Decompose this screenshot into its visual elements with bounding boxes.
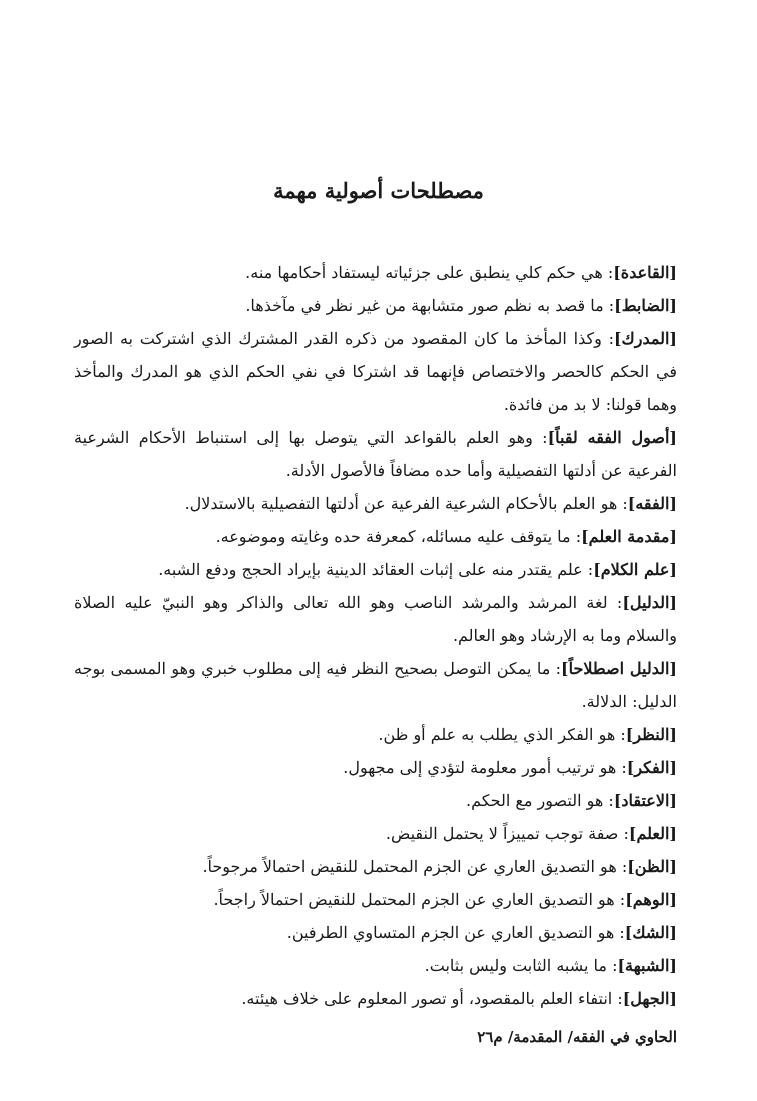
entry-definition: : هو الفكر الذي يطلب به علم أو ظن. xyxy=(378,725,626,744)
entry-term: [علم الكلام] xyxy=(593,560,677,579)
glossary-entry-usul-fiqh xyxy=(74,421,677,487)
glossary-entry-ilm-kalam xyxy=(74,553,677,586)
entry-definition: : وكذا المأخذ ما كان المقصود من ذكره القدر المشترك الذي اشتركت به الصور في الحكم كالحصر والاختصاص فإنهما قد اشتركا في نفي الحكم الذي هو المدرك والمأخذ وهما قولنا: لا بد من فائدة. xyxy=(74,329,677,414)
entry-term: [الفكر] xyxy=(626,758,677,777)
glossary-entry-shakk xyxy=(74,916,677,949)
entry-definition: : ما يمكن التوصل بصحيح النظر فيه إلى مطلوب خبري وهو المسمى بوجه الدليل: الدلالة. xyxy=(74,659,677,711)
glossary-entry-shubha xyxy=(74,949,677,982)
glossary-entry-dalil-istilahan xyxy=(74,652,677,718)
entry-term: [الجهل] xyxy=(622,989,677,1008)
entry-term: [العلم] xyxy=(628,824,677,843)
entry-term: [المدرك] xyxy=(613,329,677,348)
entry-definition: : هو التصديق العاري عن الجزم المتساوي الطرفين. xyxy=(286,923,625,942)
entry-term: [الظن] xyxy=(627,857,677,876)
entry-definition: : لغة المرشد والمرشد الناصب وهو الله تعالى والذاكر وهو النبيّ عليه الصلاة والسلام وما به الإرشاد وهو العالم. xyxy=(74,593,677,645)
entry-definition: : انتفاء العلم بالمقصود، أو تصور المعلوم على خلاف هيئته. xyxy=(241,989,623,1008)
glossary-entry-dalil xyxy=(74,586,677,652)
entry-definition: : ما يشبه الثابت وليس بثابت. xyxy=(424,956,618,975)
entry-definition: : وهو العلم بالقواعد التي يتوصل بها إلى استنباط الأحكام الشرعية الفرعية عن أدلتها التفصيلية وأما حده مضافاً فالأصول الأدلة. xyxy=(74,428,677,480)
glossary-entry-dabit xyxy=(74,289,677,322)
glossary-entry-mudrak xyxy=(74,322,677,421)
entry-definition: : هي حكم كلي ينطبق على جزئياته ليستفاد أحكامها منه. xyxy=(245,263,614,282)
glossary-entry-zann xyxy=(74,850,677,883)
entry-definition: : هو التصور مع الحكم. xyxy=(466,791,614,810)
page-title: مصطلحات أصولية مهمة xyxy=(273,178,484,203)
entry-term: [أصول الفقه لقباً] xyxy=(547,428,677,447)
glossary-entry-wahm xyxy=(74,883,677,916)
entry-definition: : صفة توجب تمييزاً لا يحتمل النقيض. xyxy=(385,824,629,843)
glossary-entry-fikr xyxy=(74,751,677,784)
entry-definition: : هو العلم بالأحكام الشرعية الفرعية عن أدلتها التفصيلية بالاستدلال. xyxy=(184,494,628,513)
glossary-entry-nazar xyxy=(74,718,677,751)
entry-term: [النظر] xyxy=(625,725,677,744)
entry-definition: : هو التصديق العاري عن الجزم المحتمل للنقيض احتمالاً راجحاً. xyxy=(213,890,626,909)
glossary-list xyxy=(74,256,677,1015)
glossary-entry-qaida xyxy=(74,256,677,289)
entry-definition: : هو ترتيب أمور معلومة لتؤدي إلى مجهول. xyxy=(343,758,627,777)
entry-term: [الوهم] xyxy=(625,890,677,909)
glossary-entry-itiqad xyxy=(74,784,677,817)
glossary-entry-muqaddimat-ilm xyxy=(74,520,677,553)
entry-term: [مقدمة العلم] xyxy=(581,527,677,546)
entry-term: [الفقه] xyxy=(627,494,677,513)
page-footer: الحاوي في الفقه/ المقدمة/ م٢٦ xyxy=(477,1028,677,1046)
glossary-entry-jahl xyxy=(74,982,677,1015)
entry-definition: : ما يتوقف عليه مسائله، كمعرفة حده وغايته وموضوعه. xyxy=(215,527,582,546)
entry-definition: : علم يقتدر منه على إثبات العقائد الدينية بإيراد الحجج ودفع الشبه. xyxy=(158,560,594,579)
entry-definition: : هو التصديق العاري عن الجزم المحتمل للنقيض احتمالاً مرجوحاً. xyxy=(202,857,628,876)
entry-term: [القاعدة] xyxy=(613,263,677,282)
glossary-entry-fiqh xyxy=(74,487,677,520)
glossary-entry-ilm xyxy=(74,817,677,850)
entry-term: [الشبهة] xyxy=(617,956,677,975)
entry-term: [الدليل اصطلاحاً] xyxy=(561,659,678,678)
entry-term: [الشك] xyxy=(624,923,677,942)
entry-term: [الضابط] xyxy=(614,296,677,315)
entry-term: [الدليل] xyxy=(622,593,677,612)
entry-definition: : ما قصد به نظم صور متشابهة من غير نظر في مآخذها. xyxy=(245,296,615,315)
entry-term: [الاعتقاد] xyxy=(613,791,677,810)
